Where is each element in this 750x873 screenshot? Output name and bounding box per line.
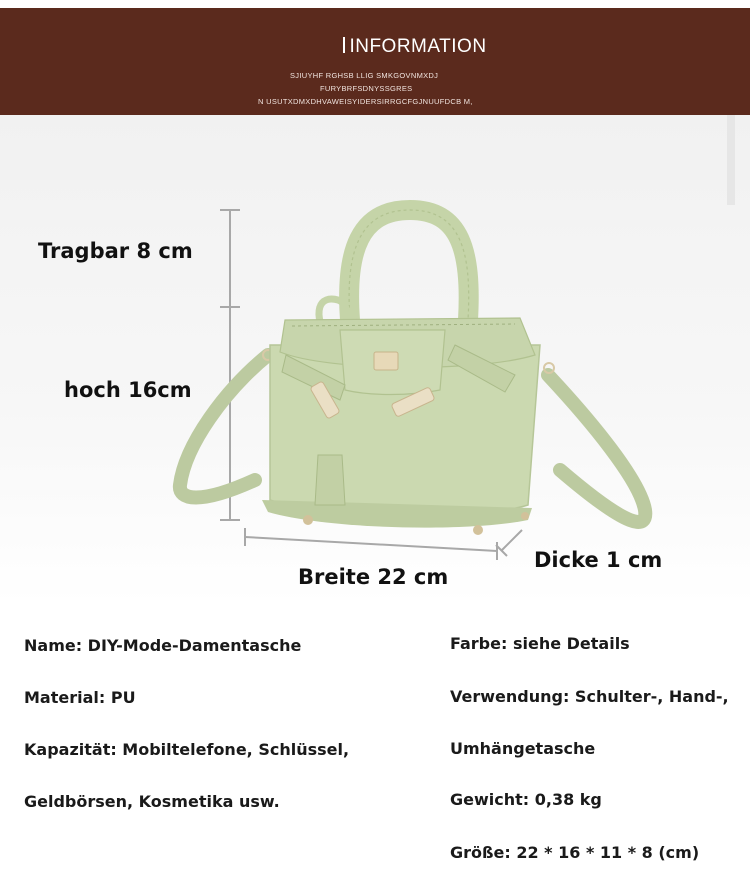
width-label: Breite 22 cm bbox=[298, 565, 449, 589]
depth-measure-line bbox=[496, 530, 522, 556]
spec-capacity-line-2: Geldbörsen, Kosmetika usw. bbox=[24, 792, 280, 811]
banner-line-1: SJIUYHF RGHSB LLIG SMKGOVNMXDJ bbox=[290, 71, 439, 80]
spec-usage-line-2: Umhängetasche bbox=[450, 739, 596, 758]
spec-color: Farbe: siehe Details bbox=[450, 634, 630, 653]
depth-label: Dicke 1 cm bbox=[534, 548, 663, 572]
height-label: hoch 16cm bbox=[64, 378, 192, 402]
banner-line-3: N USUTXDMXDHVAWEISYIDERSIRRGCFGJNUUFDCB M, bbox=[258, 97, 473, 106]
banner-line-2: FURYBRFSDNYSSGRES bbox=[320, 84, 413, 93]
spec-material: Material: PU bbox=[24, 688, 136, 707]
banner-title-text: INFORMATION bbox=[349, 36, 487, 57]
spec-weight: Gewicht: 0,38 kg bbox=[450, 790, 602, 809]
spec-name: Name: DIY-Mode-Damentasche bbox=[24, 636, 302, 655]
bag-handle bbox=[349, 210, 469, 320]
width-measure-line bbox=[245, 528, 497, 560]
height-measure-line bbox=[220, 210, 240, 520]
spec-usage-line-1: Verwendung: Schulter-, Hand-, bbox=[450, 687, 729, 706]
bag-body bbox=[262, 318, 540, 535]
edge-shadow bbox=[727, 115, 735, 205]
spec-size: Größe: 22 * 16 * 11 * 8 (cm) bbox=[450, 843, 700, 862]
spec-capacity-line-1: Kapazität: Mobiltelefone, Schlüssel, bbox=[24, 740, 350, 759]
handle-drop-label: Tragbar 8 cm bbox=[38, 239, 193, 263]
